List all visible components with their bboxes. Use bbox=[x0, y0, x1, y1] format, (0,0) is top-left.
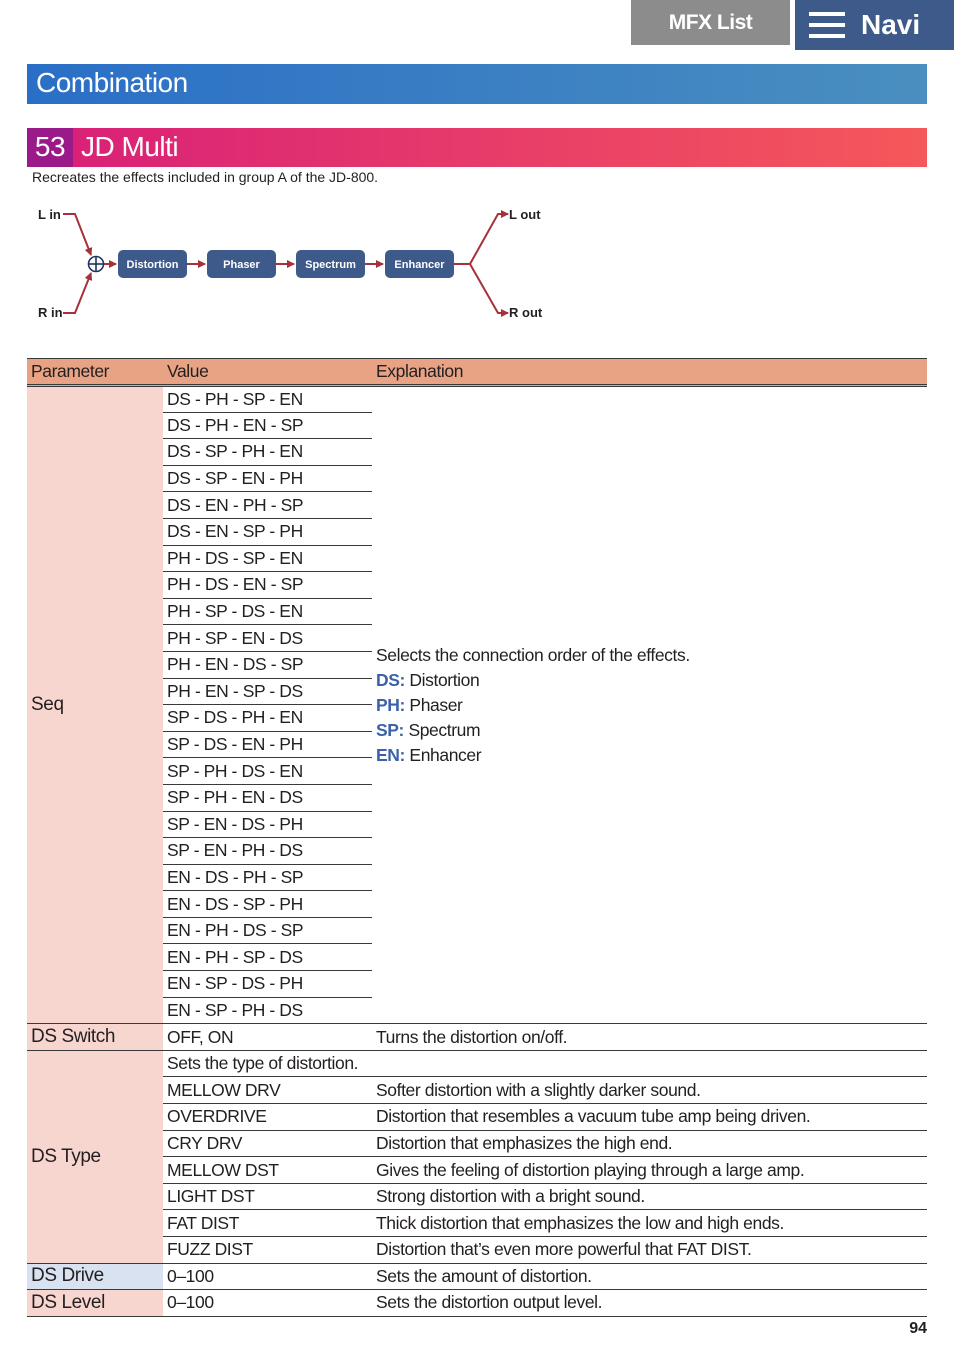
param-value: 0–100 bbox=[163, 1263, 372, 1290]
legend-key: PH: bbox=[376, 694, 405, 715]
effect-description: Recreates the effects included in group A of the JD-800. bbox=[32, 169, 379, 185]
table-row bbox=[27, 1263, 927, 1290]
param-explanation: Turns the distortion on/off. bbox=[372, 1024, 927, 1051]
seq-value: SP - DS - EN - PH bbox=[163, 731, 372, 758]
table-row bbox=[27, 386, 927, 413]
legend-text: Phaser bbox=[409, 694, 463, 715]
seq-value: DS - PH - EN - SP bbox=[163, 412, 372, 439]
param-explanation: Sets the amount of distortion. bbox=[372, 1263, 927, 1290]
seq-value: PH - SP - DS - EN bbox=[163, 598, 372, 625]
seq-rows bbox=[27, 386, 927, 1024]
param-explanation: Distortion that’s even more powerful that FAT DIST. bbox=[372, 1237, 927, 1264]
seq-value: PH - EN - SP - DS bbox=[163, 678, 372, 705]
signal-flow-diagram bbox=[30, 200, 570, 328]
table-row bbox=[27, 1024, 927, 1051]
param-value: OFF, ON bbox=[163, 1024, 372, 1051]
legend-item bbox=[376, 743, 923, 768]
param-name: DS Drive bbox=[27, 1263, 163, 1290]
param-name: DS Level bbox=[27, 1290, 163, 1317]
effect-number: 53 bbox=[27, 128, 73, 167]
seq-value: SP - DS - PH - EN bbox=[163, 705, 372, 732]
param-explanation: Distortion that resembles a vacuum tube amp being driven. bbox=[372, 1104, 927, 1131]
param-value: MELLOW DST bbox=[163, 1157, 372, 1184]
seq-value: EN - SP - PH - DS bbox=[163, 997, 372, 1024]
param-value: OVERDRIVE bbox=[163, 1104, 372, 1131]
legend-text: Distortion bbox=[409, 669, 480, 690]
effect-block-enhancer bbox=[385, 250, 454, 278]
seq-value: EN - PH - DS - SP bbox=[163, 917, 372, 944]
param-intro: Sets the type of distortion. bbox=[163, 1050, 927, 1077]
param-explanation: Sets the distortion output level. bbox=[372, 1290, 927, 1317]
seq-value: EN - SP - DS - PH bbox=[163, 971, 372, 998]
svg-text:Spectrum: Spectrum bbox=[305, 259, 356, 271]
legend-item bbox=[376, 718, 923, 743]
legend-key: SP: bbox=[376, 719, 404, 740]
seq-value: DS - SP - PH - EN bbox=[163, 439, 372, 466]
svg-text:Phaser: Phaser bbox=[223, 259, 260, 271]
seq-explanation: Selects the connection order of the effects. bbox=[376, 644, 690, 665]
navi-label: Navi bbox=[861, 9, 921, 40]
effect-block-phaser bbox=[207, 250, 276, 278]
param-name: DS Type bbox=[27, 1050, 163, 1263]
navi-button[interactable] bbox=[795, 0, 954, 50]
table-header-row bbox=[27, 359, 927, 386]
seq-value: DS - EN - PH - SP bbox=[163, 492, 372, 519]
right-in-label: R in bbox=[38, 305, 63, 320]
seq-value: PH - DS - EN - SP bbox=[163, 572, 372, 599]
legend-text: Enhancer bbox=[409, 744, 482, 765]
effect-header bbox=[27, 128, 927, 167]
seq-value: PH - EN - DS - SP bbox=[163, 651, 372, 678]
effect-name: JD Multi bbox=[81, 131, 179, 162]
page-number: 94 bbox=[909, 1320, 927, 1337]
legend-item bbox=[376, 693, 923, 718]
param-explanation: Strong distortion with a bright sound. bbox=[372, 1183, 927, 1210]
param-explanation: Distortion that emphasizes the high end. bbox=[372, 1130, 927, 1157]
param-value: CRY DRV bbox=[163, 1130, 372, 1157]
param-value: LIGHT DST bbox=[163, 1183, 372, 1210]
input-lines bbox=[63, 214, 91, 313]
table-row bbox=[27, 1050, 927, 1077]
param-explanation bbox=[372, 386, 927, 1024]
right-out-label: R out bbox=[509, 305, 543, 320]
seq-value: PH - SP - EN - DS bbox=[163, 625, 372, 652]
legend-key: DS: bbox=[376, 669, 405, 690]
effect-block-distortion bbox=[118, 250, 187, 278]
seq-value: EN - DS - SP - PH bbox=[163, 891, 372, 918]
legend-key: EN: bbox=[376, 744, 405, 765]
left-out-label: L out bbox=[509, 207, 541, 222]
ds-type-rows bbox=[27, 1050, 927, 1263]
param-name: Seq bbox=[27, 386, 163, 1024]
seq-value: SP - PH - EN - DS bbox=[163, 784, 372, 811]
legend-text: Spectrum bbox=[408, 719, 481, 740]
seq-value: DS - EN - SP - PH bbox=[163, 518, 372, 545]
effect-block-spectrum bbox=[296, 250, 365, 278]
legend-item bbox=[376, 668, 923, 693]
mfx-list-button[interactable]: MFX List bbox=[631, 0, 790, 45]
section-title: Combination bbox=[27, 64, 927, 104]
menu-icon bbox=[809, 12, 845, 38]
table-row bbox=[27, 1290, 927, 1317]
seq-value: SP - EN - DS - PH bbox=[163, 811, 372, 838]
svg-text:Enhancer: Enhancer bbox=[394, 259, 445, 271]
param-value: 0–100 bbox=[163, 1290, 372, 1317]
svg-text:Distortion: Distortion bbox=[126, 259, 179, 271]
param-value: MELLOW DRV bbox=[163, 1077, 372, 1104]
left-in-label: L in bbox=[38, 207, 61, 222]
seq-value: PH - DS - SP - EN bbox=[163, 545, 372, 572]
seq-value: EN - PH - SP - DS bbox=[163, 944, 372, 971]
seq-value: SP - EN - PH - DS bbox=[163, 838, 372, 865]
param-value: FUZZ DIST bbox=[163, 1237, 372, 1264]
seq-value: EN - DS - PH - SP bbox=[163, 864, 372, 891]
mixer-icon bbox=[89, 257, 104, 272]
seq-value: DS - PH - SP - EN bbox=[163, 386, 372, 413]
param-value: FAT DIST bbox=[163, 1210, 372, 1237]
param-name: DS Switch bbox=[27, 1024, 163, 1051]
header-value: Value bbox=[163, 359, 372, 386]
param-explanation: Gives the feeling of distortion playing through a large amp. bbox=[372, 1157, 927, 1184]
param-explanation: Softer distortion with a slightly darker sound. bbox=[372, 1077, 927, 1104]
seq-value: DS - SP - EN - PH bbox=[163, 465, 372, 492]
header-explanation: Explanation bbox=[372, 359, 927, 386]
parameter-table bbox=[27, 358, 927, 1317]
header-parameter: Parameter bbox=[27, 359, 163, 386]
seq-value: SP - PH - DS - EN bbox=[163, 758, 372, 785]
param-explanation: Thick distortion that emphasizes the low and high ends. bbox=[372, 1210, 927, 1237]
